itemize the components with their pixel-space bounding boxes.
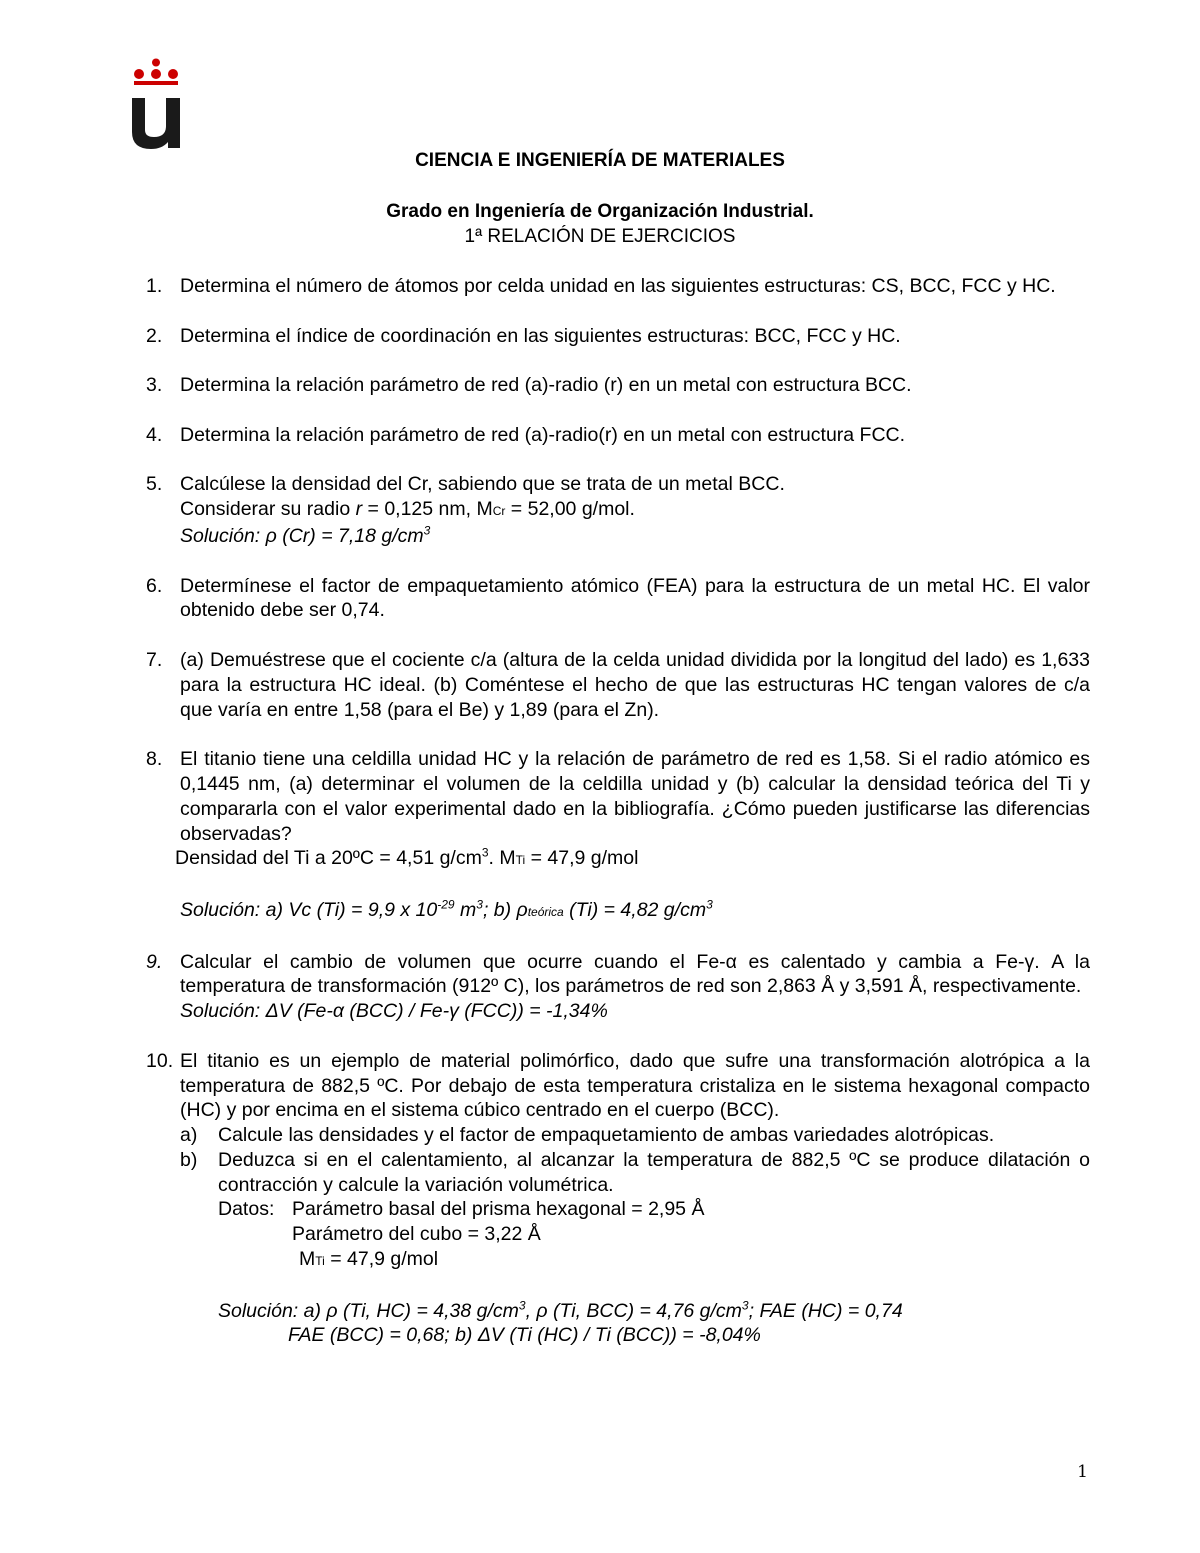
- datos-line: MTi = 47,9 g/mol: [299, 1248, 439, 1271]
- exercise-number: 9.: [146, 950, 163, 973]
- sub-item-label: a): [180, 1124, 198, 1147]
- exercise-solution: Solución: a) ρ (Ti, HC) = 4,38 $g/cm^3$, ρ (Ti, BCC) = 4,76 $g/cm^3$; FAE (HC) = 0,74 FAE (BCC) = 0,68; b) ΔV (Ti (HC) / Ti (BCC)) = -8,04%: [218, 1298, 903, 1347]
- course-title: CIENCIA E INGENIERÍA DE MATERIALES: [415, 150, 785, 171]
- exercise-9: [146, 950, 1090, 1024]
- exercise-text: Determina la relación parámetro de red (a)-radio(r) en un metal con estructura FCC.: [180, 423, 906, 446]
- exercise-1: [146, 274, 1090, 299]
- exercise-8: [146, 747, 1090, 925]
- exercise-text: (a) Demuéstrese que el cociente c/a (altura de la celda unidad dividida por la longitud del lado) es 1,633 para la estructura HC ideal. (b) Coméntese el hecho de que las estructuras HC tengan valores de c/a que varía en entre 1,58 (para el Be) y 1,89 (para el Zn).: [180, 648, 1090, 721]
- exercise-number: 2.: [146, 324, 163, 347]
- exercise-text: Calcúlese la densidad del Cr, sabiendo que se trata de un metal BCC.: [180, 473, 785, 496]
- exercise-5: [146, 472, 1090, 548]
- exercise-data: Densidad del Ti a 20ºC = 4,51 $g/cm^3$. MTi = 47,9 g/mol: [175, 845, 639, 870]
- exercise-number: 7.: [146, 648, 163, 671]
- sub-item-label: b): [180, 1148, 198, 1171]
- sub-item-a: [180, 1123, 1090, 1148]
- sub-item-text: Deduzca si en el calentamiento, al alcanzar la temperatura de 882,5 ºC se produce dilatación o contracción y calcule la variación volumétrica.: [218, 1148, 1090, 1196]
- exercise-4: [146, 423, 1090, 448]
- exercise-6: [146, 574, 1090, 624]
- sub-item-text: Calcule las densidades y el factor de empaquetamiento de ambas variedades alotrópicas.: [218, 1124, 995, 1147]
- exercise-text: Determínese el factor de empaquetamiento atómico (FEA) para la estructura de un metal HC. El valor obtenido debe ser 0,74.: [180, 574, 1090, 622]
- exercise-list: [146, 274, 1090, 1348]
- exercise-solution: Solución: ΔV (Fe-α (BCC) / Fe-γ (FCC)) = -1,34%: [180, 1000, 608, 1023]
- exercise-text: Determina la relación parámetro de red (a)-radio (r) en un metal con estructura BCC.: [180, 374, 912, 397]
- page-number: 1: [1077, 1462, 1088, 1482]
- datos-line: Parámetro basal del prisma hexagonal = 2,95 Å: [292, 1198, 705, 1221]
- exercise-number: 10.: [146, 1049, 174, 1072]
- exercise-text: Calcular el cambio de volumen que ocurre cuando el Fe-α es calentado y cambia a Fe-γ. A la temperatura de transformación (912º C), los parámetros de red son 2,863 Å y 3,591 Å, respectivamente.: [180, 950, 1090, 998]
- exercise-2: [146, 324, 1090, 349]
- exercise-number: 5.: [146, 473, 163, 496]
- exercise-number: 4.: [146, 423, 163, 446]
- university-logo-icon: [130, 58, 182, 150]
- datos-label: Datos:: [218, 1198, 275, 1221]
- sub-item-b: [180, 1148, 1090, 1198]
- degree-title: Grado en Ingeniería de Organización Industrial.: [386, 201, 814, 222]
- exercise-text: El titanio es un ejemplo de material polimórfico, dado que sufre una transformación alotrópica a la temperatura de 882,5 ºC. Por debajo de esta temperatura cristaliza en le sistema hexagonal compacto (HC) y por encima en el sistema cúbico centrado en el cuerpo (BCC).: [180, 1049, 1090, 1122]
- exercise-3: [146, 373, 1090, 398]
- exercise-text: Determina el número de átomos por celda unidad en las siguientes estructuras: CS, BCC, FCC y HC.: [180, 275, 1056, 297]
- datos-line: Parámetro del cubo = 3,22 Å: [292, 1223, 541, 1246]
- exercise-solution: Solución: ρ (Cr) = 7,18 $g/cm^3$: [180, 523, 431, 547]
- exercise-data: Considerar su radio r = 0,125 nm, MCr = 52,00 g/mol.: [180, 498, 635, 521]
- exercise-7: [146, 648, 1090, 722]
- exercise-text: El titanio tiene una celdilla unidad HC y la relación de parámetro de red es 1,58. Si el radio atómico es 0,1445 nm, (a) determinar el volumen de la celdilla unidad y (b) calcular la densidad teórica del Ti y compararla con el valor experimental dado en la bibliografía. ¿Cómo pueden justificarse las diferencias observadas?: [180, 748, 1090, 845]
- exercise-number: 1.: [146, 275, 163, 297]
- relation-title: 1ª RELACIÓN DE EJERCICIOS: [464, 226, 736, 247]
- exercise-solution: Solución: a) Vc (Ti) = 9,9 x $10^{-29}$ $m^3$; b) ρteórica (Ti) = 4,82 $g/cm^3$: [180, 897, 713, 921]
- exercise-10: [146, 1049, 1090, 1349]
- exercise-number: 8.: [146, 748, 163, 771]
- exercise-text: Determina el índice de coordinación en las siguientes estructuras: BCC, FCC y HC.: [180, 324, 901, 347]
- exercise-number: 6.: [146, 574, 163, 597]
- exercise-number: 3.: [146, 374, 163, 397]
- datos-block: [180, 1197, 1090, 1273]
